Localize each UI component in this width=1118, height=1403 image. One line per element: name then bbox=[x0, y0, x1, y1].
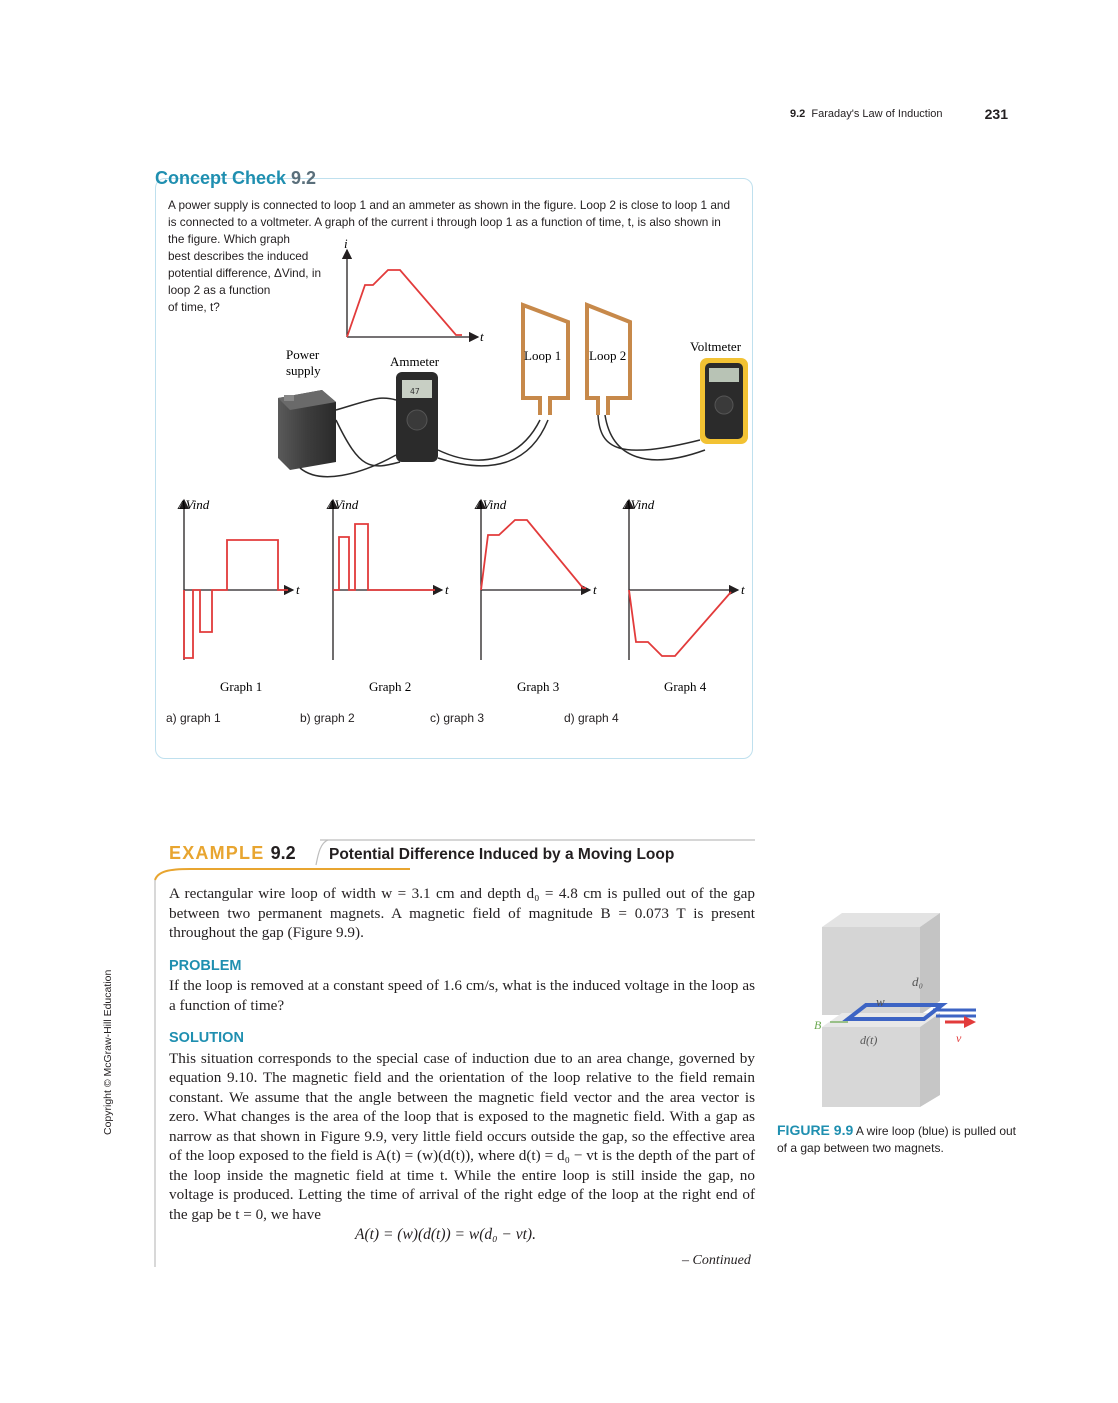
loop-1-label: Loop 1 bbox=[524, 348, 562, 363]
label-dt: d(t) bbox=[860, 1033, 878, 1047]
question-line: loop 2 as a function bbox=[168, 283, 271, 297]
graph-1-curve bbox=[184, 540, 288, 658]
graph-3-time-label: t bbox=[593, 582, 597, 597]
graph-3-curve bbox=[481, 520, 586, 590]
graph-4-axis-label: ΔVind bbox=[623, 497, 655, 512]
answer-b: b) graph 2 bbox=[300, 711, 355, 725]
concept-check-label: Concept Check bbox=[155, 168, 287, 188]
graph-1-time-label: t bbox=[296, 582, 300, 597]
example-intro: A rectangular wire loop of width w = 3.1 cm and depth d₀ = 4.8 cm is pulled out of the gap between two permanent magnets. A magnetic field of magnitude B = 0.073 T is present throughout the gap (Figure 9.9). bbox=[169, 885, 755, 941]
graph-3 bbox=[474, 497, 597, 694]
question-line: A power supply is connected to loop 1 and an ammeter as shown in the figure. Loop 2 is close to loop 1 and bbox=[168, 198, 731, 212]
label-B: B bbox=[814, 1018, 822, 1032]
example-label bbox=[169, 843, 296, 864]
solution-heading: SOLUTION bbox=[169, 1030, 244, 1046]
voltmeter bbox=[690, 339, 748, 444]
question-line: of time, t? bbox=[168, 300, 220, 314]
graph-4 bbox=[622, 497, 745, 694]
problem-text: If the loop is removed at a constant speed of 1.6 cm/s, what is the induced voltage in the loop as a function of time? bbox=[169, 977, 755, 1014]
time-axis-label: t bbox=[480, 329, 484, 344]
power-supply bbox=[278, 347, 336, 470]
power-supply-label: supply bbox=[286, 363, 321, 378]
power-supply-label: Power bbox=[286, 347, 320, 362]
current-curve bbox=[347, 270, 462, 337]
label-d0: d₀ bbox=[912, 974, 924, 989]
graph-2 bbox=[326, 497, 449, 694]
graph-3-label: Graph 3 bbox=[517, 679, 560, 694]
graph-4-label: Graph 4 bbox=[664, 679, 707, 694]
voltmeter-label: Voltmeter bbox=[690, 339, 742, 354]
problem-heading: PROBLEM bbox=[169, 957, 242, 974]
current-graph bbox=[344, 236, 484, 344]
question-line: best describes the induced bbox=[168, 249, 309, 263]
answer-a: a) graph 1 bbox=[166, 711, 221, 725]
graph-2-curve bbox=[333, 524, 435, 590]
loop-1 bbox=[523, 305, 568, 415]
label-w: w bbox=[876, 994, 885, 1009]
graph-1-axis-label: ΔVind bbox=[178, 497, 210, 512]
section-title: Faraday's Law of Induction bbox=[811, 108, 943, 120]
page-number: 231 bbox=[984, 106, 1008, 122]
label-v: v bbox=[956, 1031, 962, 1045]
solution-text: This situation corresponds to the special case of induction due to an area change, governed by equation 9.10. The magnetic field and the orientation of the loop relative to the field remain constant. We assume that the angle between the magnetic field vector and the area vector is zero. What changes is the area of the loop that is exposed to the magnetic field. With a gap as narrow as that shown in Figure 9.9, very little field occurs outside the gap, so the effective area of the loop exposed to the field is A(t) = (w)(d(t)), where d(t) = d₀ − vt is the depth of the part of the loop inside the magnetic field at time t. While the entire loop is still inside the gap, no voltage is produced. Letting the time of arrival of the right edge of the loop at the right end of the gap be t = 0, we have bbox=[169, 1049, 755, 1223]
graph-2-axis-label: ΔVind bbox=[327, 497, 359, 512]
graph-4-time-label: t bbox=[741, 582, 745, 597]
continued-note: – Continued bbox=[682, 1253, 751, 1268]
example-word: EXAMPLE bbox=[169, 843, 265, 863]
question-line: the figure. Which graph bbox=[168, 232, 290, 246]
example-body bbox=[169, 884, 755, 1224]
graph-1 bbox=[177, 497, 300, 694]
concept-check-number: 9.2 bbox=[291, 168, 317, 188]
answer-d: d) graph 4 bbox=[564, 711, 619, 725]
ammeter-label: Ammeter bbox=[390, 354, 440, 369]
graph-2-label: Graph 2 bbox=[369, 679, 412, 694]
lower-magnet bbox=[822, 1013, 940, 1107]
ammeter-reading: 47 bbox=[410, 387, 420, 396]
section-number: 9.2 bbox=[790, 108, 806, 120]
graph-2-time-label: t bbox=[445, 582, 449, 597]
graph-1-label: Graph 1 bbox=[220, 679, 263, 694]
figure-9-9-caption bbox=[777, 1122, 1017, 1157]
question-line: potential difference, ΔVind, in bbox=[168, 266, 322, 280]
example-title: Potential Difference Induced by a Moving Loop bbox=[329, 846, 675, 863]
answer-c: c) graph 3 bbox=[430, 711, 485, 725]
figure-9-9-text: A wire loop (blue) is pulled out of a gap between two magnets. bbox=[777, 1124, 1017, 1155]
ammeter bbox=[390, 354, 440, 462]
figure-9-9-label: FIGURE 9.9 bbox=[777, 1122, 854, 1138]
loop-2 bbox=[587, 305, 630, 415]
copyright-notice: Copyright © McGraw-Hill Education bbox=[102, 969, 114, 1135]
graph-4-curve bbox=[629, 590, 731, 656]
example-number: 9.2 bbox=[270, 843, 296, 863]
question-line: is connected to a voltmeter. A graph of the current i through loop 1 as a function of time, t, is also shown in bbox=[168, 215, 721, 229]
equation: A(t) = (w)(d(t)) = w(d₀ − vt). bbox=[355, 1226, 536, 1243]
graph-3-axis-label: ΔVind bbox=[475, 497, 507, 512]
loop-2-label: Loop 2 bbox=[589, 348, 627, 363]
current-axis-label: i bbox=[344, 236, 348, 251]
wires bbox=[300, 398, 705, 477]
figure-9-9 bbox=[800, 905, 1000, 1115]
